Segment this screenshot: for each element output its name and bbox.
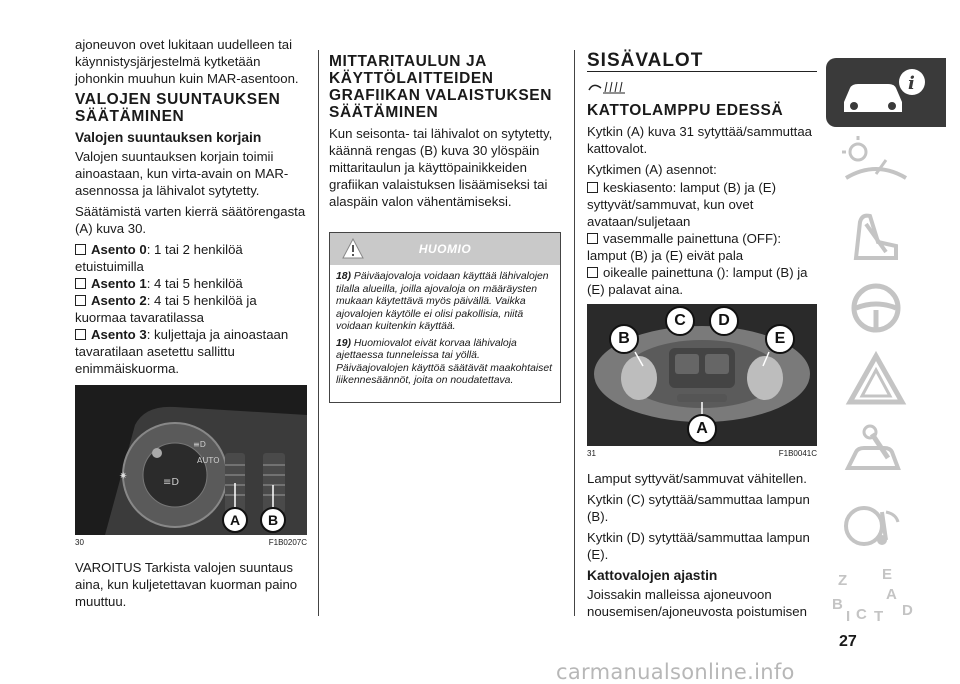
label-e: E: [765, 324, 795, 354]
timer-paragraph: Joissakin malleissa ajoneuvoon nousemisen/ajoneuvosta poistumisen: [587, 587, 807, 619]
heading-rule: [587, 71, 817, 72]
index-letter: C: [856, 606, 867, 623]
headlight-corrector-subheading: Valojen suuntauksen korjain: [75, 130, 262, 145]
position-item: Asento 1: 4 tai 5 henkilöä: [75, 275, 307, 292]
sidebar-item-maintenance[interactable]: [826, 418, 946, 487]
checkbox-bullet-icon: [75, 295, 86, 306]
note-body: [330, 265, 560, 402]
position-item: Asento 0: 1 tai 2 henkilöä etuistuimilla: [75, 242, 243, 274]
switch-c-paragraph: Kytkin (C) sytyttää/sammuttaa lampun (B).: [587, 492, 810, 524]
car-info-icon: [826, 58, 946, 127]
bullet-item: oikealle painettuna (): lamput (B) ja (E) palavat aina.: [587, 265, 808, 297]
note-title: HUOMIO: [418, 242, 472, 256]
index-letter: E: [882, 566, 893, 583]
label-b: B: [260, 507, 286, 533]
column-divider: [574, 50, 575, 616]
label-d: D: [709, 306, 739, 336]
watermark[interactable]: carmanualsonline.info: [556, 660, 795, 684]
switch-d-paragraph: Kytkin (D) sytyttää/sammuttaa lampun (E).: [587, 530, 810, 562]
gradual-paragraph: Lamput syttyvät/sammuvat vähitellen.: [587, 471, 807, 486]
svg-text:≡D: ≡D: [193, 440, 206, 449]
checkbox-bullet-icon: [587, 233, 598, 244]
sidebar-item-lights[interactable]: [826, 130, 946, 199]
index-letter: B: [832, 596, 843, 613]
front-lamp-heading: KATTOLAMPPU EDESSÄ: [587, 102, 784, 119]
interior-lights-heading: SISÄVALOT: [587, 50, 704, 71]
checkbox-bullet-icon: [75, 278, 86, 289]
svg-text:AUTO: AUTO: [197, 456, 220, 465]
switch-positions-paragraph: Kytkimen (A) asennot:: [587, 162, 717, 177]
sidebar-item-car-info[interactable]: [826, 58, 946, 127]
intro-text: ajoneuvon ovet lukitaan uudelleen tai käynnistysjärjestelmä kytketään johonkin muuhun kuin MAR-asentoon.: [75, 37, 299, 86]
figure-number: 31: [587, 449, 596, 458]
position-item: Asento 3: kuljettaja ja ainoastaan tavaratilaan asetettu sallittu enimmäiskuorma.: [75, 327, 289, 376]
warning-triangle-icon: [826, 346, 946, 415]
chapter-sidebar: [826, 58, 946, 634]
music-nav-icon: [826, 490, 946, 559]
svg-text:≡D: ≡D: [163, 477, 180, 488]
sidebar-item-driving[interactable]: [826, 274, 946, 343]
figure-30-light-switch: [75, 385, 307, 535]
sidebar-item-index[interactable]: [826, 562, 946, 631]
note-item: 19) Huomiovalot eivät korvaa lähivaloja ajettaessa tunneleissa tai yöllä. Päiväajovalojen käyttöä säätävät maakohtaiset liikennesäännöt, joita on noudatettava.: [336, 337, 553, 386]
column-3: [587, 36, 817, 624]
index-letter: Z: [838, 572, 848, 589]
sidebar-item-safety[interactable]: [826, 202, 946, 271]
checkbox-bullet-icon: [75, 244, 86, 255]
column-1: [75, 36, 307, 614]
label-a: A: [222, 507, 248, 533]
index-letter: T: [874, 608, 884, 625]
figure-number: 30: [75, 538, 84, 547]
svg-text:i: i: [908, 73, 915, 94]
checkbox-bullet-icon: [75, 329, 86, 340]
figure-31-ceiling-lamp: [587, 304, 817, 446]
index-letter: D: [902, 602, 913, 619]
steering-wheel-icon: [826, 274, 946, 343]
figure-code: F1B0041C: [778, 449, 817, 458]
instrument-lighting-heading: MITTARITAULUN JA KÄYTTÖLAITTEIDEN GRAFIIKAN VALAISTUKSEN SÄÄTÄMINEN: [329, 53, 553, 121]
sidebar-item-multimedia[interactable]: [826, 490, 946, 559]
switch-a-paragraph: Kytkin (A) kuva 31 sytyttää/sammuttaa kattovalot.: [587, 124, 813, 156]
note-header: [330, 233, 560, 265]
svg-text:✷: ✷: [119, 471, 128, 482]
figure-code: F1B0207C: [268, 538, 307, 547]
corrector-paragraph: Valojen suuntauksen korjain toimii ainoastaan, kun virta-avain on MAR-asennossa ja lähivalot sytytetty.: [75, 149, 289, 198]
note-item: 18) Päiväajovaloja voidaan käyttää lähivalojen tilalla alueilla, joilla ajovaloja on määräysten mukaan käytettävä myös päivällä. Vaikka ajovalojen käytölle ei olisi pakollisia, niitä voidaan kuitenkin käyttää.: [336, 271, 549, 332]
figure-31-caption: [587, 448, 817, 460]
column-divider: [318, 50, 319, 616]
ceiling-lamp-icon: [587, 78, 627, 96]
label-b: B: [609, 324, 639, 354]
wrench-car-icon: [826, 418, 946, 487]
checkbox-bullet-icon: [587, 267, 598, 278]
index-letter: I: [846, 608, 851, 625]
sidebar-item-emergency[interactable]: [826, 346, 946, 415]
index-letter: A: [886, 586, 897, 603]
bullet-item: keskiasento: lamput (B) ja (E) syttyvät/sammuvat, kun ovet avataan/suljetaan: [587, 180, 776, 229]
instrument-lighting-paragraph: Kun seisonta- tai lähivalot on sytytetty, käännä rengas (B) kuva 30 ylöspäin mittaritaulun ja käyttöpainikkeiden grafiikan valaistuksen lisäämiseksi tai alaspäin valon vähentämiseksi.: [329, 126, 553, 209]
position-item: Asento 2: 4 tai 5 henkilöä ja kuormaa tavaratilassa: [75, 293, 257, 325]
note-box: [329, 232, 561, 403]
dashboard-lights-icon: [826, 130, 946, 199]
headlight-aiming-heading: VALOJEN SUUNTAUKSEN SÄÄTÄMINEN: [75, 91, 281, 125]
checkbox-bullet-icon: [587, 182, 598, 193]
position-list: [75, 241, 307, 377]
figure-30-caption: [75, 537, 307, 549]
airbag-seat-icon: [826, 202, 946, 271]
label-c: C: [665, 306, 695, 336]
warning-text: VAROITUS Tarkista valojen suuntaus aina, kun kuljetettavan kuorman paino muuttuu.: [75, 560, 298, 609]
page-number: 27: [839, 633, 857, 650]
column-2: [329, 36, 561, 403]
timer-subheading: Kattovalojen ajastin: [587, 568, 718, 583]
label-a: A: [687, 414, 717, 444]
adjust-paragraph: Säätämistä varten kierrä säätörengasta (A) kuva 30.: [75, 204, 306, 236]
bullet-item: vasemmalle painettuna (OFF): lamput (B) ja (E) eivät pala: [587, 231, 782, 263]
